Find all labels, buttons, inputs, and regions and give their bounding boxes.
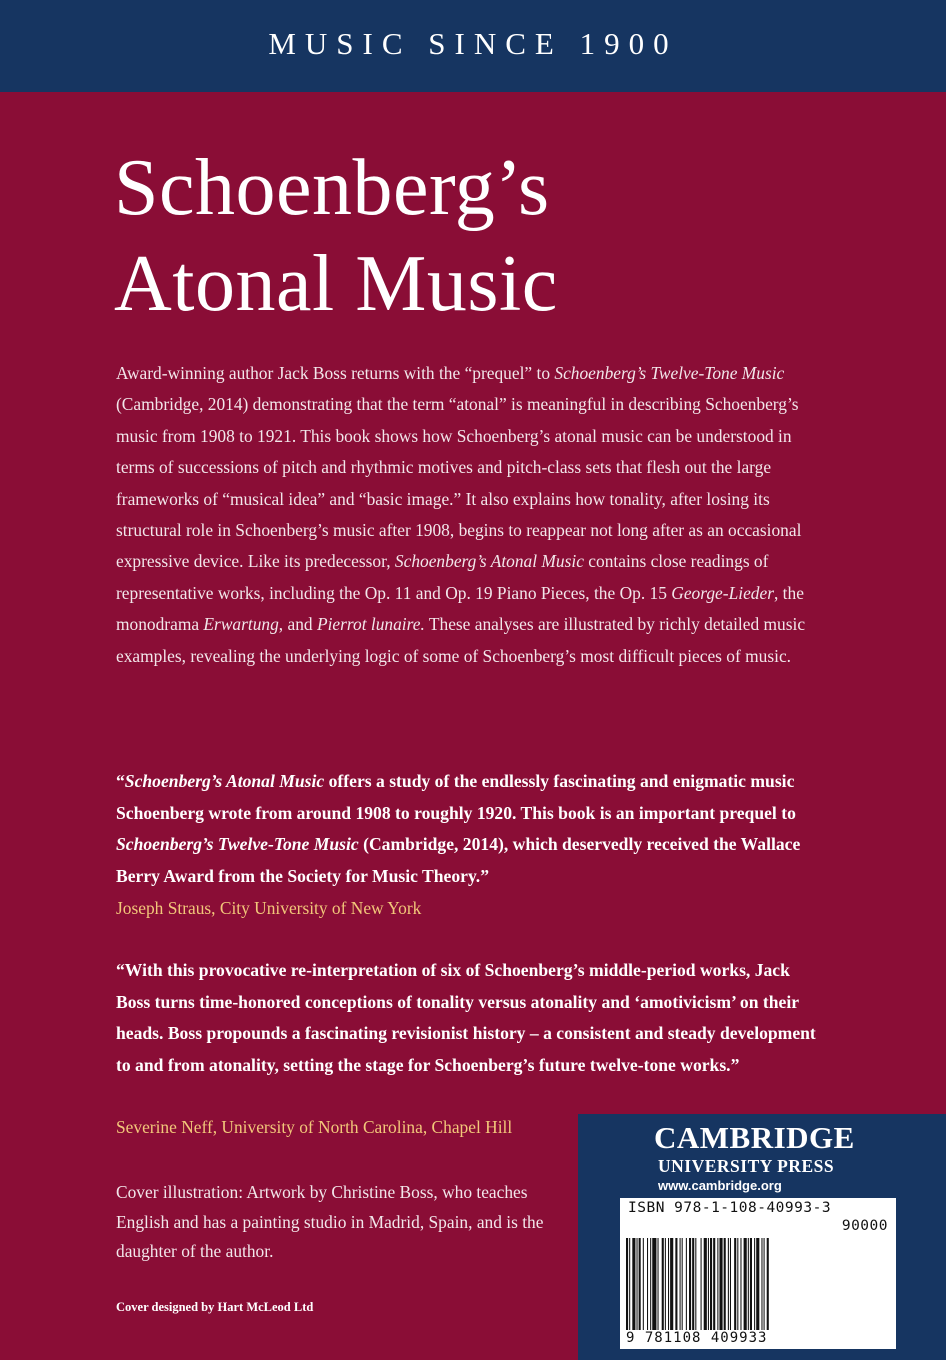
review-attribution-2: Severine Neff, University of North Carolina, Chapel Hill [116,1117,513,1137]
barcode-bar-31 [734,1238,736,1330]
barcode-bar-1 [629,1238,630,1330]
barcode-bar-27 [719,1238,722,1330]
barcode-bar-14 [675,1238,677,1330]
barcode-bar-20 [695,1238,696,1330]
ean-digits: 9 781108 409933 [626,1330,826,1346]
book-title [114,140,874,332]
blurb-emphasis: Schoenberg’s Twelve-Tone Music [554,363,785,383]
barcode-bar-32 [737,1238,738,1330]
barcode-bar-9 [658,1238,659,1330]
barcode-bar-12 [668,1238,669,1330]
blurb-text: These analyses are illustrated by richly detailed music examples, revealing the underlying logic of some of Schoenberg’s most difficult pieces of music. [116,614,806,666]
barcode-bar-19 [692,1238,694,1330]
barcode-bar-7 [650,1238,651,1330]
barcode-bar-30 [730,1238,731,1330]
barcode-bar-8 [652,1238,656,1330]
barcode-bar-16 [682,1238,683,1330]
barcode-bar-24 [710,1238,712,1330]
review-quote-1 [116,766,826,892]
blurb-text: (Cambridge, 2014) demonstrating that the term “atonal” is meaningful in describing Schoenberg’s music from 1908 to 1921. This book shows how Schoenberg’s atonal music can be understood in terms of successions of pitch and rhythmic motives and pitch-class sets that flesh out the large frameworks of “musical idea” and “basic image.” It also explains how tonality, after losing its structural role in Schoenberg’s music after 1908, begins to reappear not long after as an occasional expressive device. Like its predecessor, [116,394,802,572]
quote-text: (Cambridge, 2014), which deservedly received the Wallace Berry Award from the Society for Music Theory.” [116,834,801,886]
barcode-bar-11 [665,1238,666,1330]
barcode-bar-22 [704,1238,707,1330]
barcode-bar-4 [639,1238,641,1330]
quote-text: offers a study of the endlessly fascinating and enigmatic music Schoenberg wrote from around 1908 to roughly 1920. This book is an important prequel to [116,771,796,823]
blurb-emphasis: George-Lieder [671,582,774,603]
barcode-bar-39 [761,1238,762,1330]
barcode-bar-36 [750,1238,752,1330]
book-title-line2: Atonal Music [114,240,558,328]
barcode-bar-18 [689,1238,691,1330]
barcode-bar-38 [756,1238,759,1330]
barcode-bar-21 [701,1238,702,1330]
series-band [0,0,946,92]
barcode-bar-35 [748,1238,749,1330]
publisher-name: CAMBRIDGE [654,1120,855,1155]
barcode-bar-0 [626,1238,628,1330]
barcode-bar-13 [670,1238,673,1330]
publisher-subname: UNIVERSITY PRESS [658,1156,835,1176]
cover-designer-credit: Cover designed by Hart McLeod Ltd [116,1300,314,1314]
blurb-text: , the monodrama [116,582,804,635]
barcode-panel [620,1198,896,1349]
blurb-emphasis: Erwartung [203,614,279,635]
barcode-bar-6 [647,1238,648,1330]
barcode-bar-5 [643,1238,644,1330]
barcode-bar-29 [728,1238,729,1330]
barcode-bar-17 [686,1238,687,1330]
blurb-text: , and [278,614,317,635]
barcode-bar-10 [662,1238,664,1330]
book-description [116,358,821,672]
barcode-bar-2 [632,1238,635,1330]
blurb-text: Award-winning author Jack Boss returns with the “prequel” to [116,363,555,383]
barcode-bar-28 [724,1238,726,1330]
barcode-bar-33 [740,1238,741,1330]
book-title-line1: Schoenberg’s [114,144,550,232]
blurb-emphasis: Schoenberg’s Atonal Music [394,551,584,572]
barcode-bar-26 [717,1238,718,1330]
publisher-box [578,1114,946,1360]
series-title: MUSIC SINCE 1900 [268,26,678,61]
quote-emphasis: Schoenberg’s Twelve-Tone Music [116,834,359,854]
review-quote-2: “With this provocative re-interpretation of six of Schoenberg’s middle-period works, Jack Boss turns time-honored conceptions of tonality versus atonality and ‘amotivicism’ on their heads. Boss propounds a fascinating revisionist history – a consistent and steady development to and from atonality, setting the stage for Schoenberg’s future twelve-tone works.” [116,960,816,1075]
cover-illustration-credit: Cover illustration: Artwork by Christine Boss, who teaches English and has a painting studio in Madrid, Spain, and is the daughter of the author. [116,1182,544,1261]
barcode-bar-40 [764,1238,765,1330]
blurb-emphasis: Pierrot lunaire. [316,614,425,635]
barcode-bar-3 [637,1238,638,1330]
barcode-bars [626,1238,890,1330]
barcode-bar-41 [767,1238,769,1330]
barcode-bar-15 [680,1238,681,1330]
barcode-bar-37 [754,1238,755,1330]
price-code: 90000 [841,1218,888,1234]
barcode-bar-23 [708,1238,709,1330]
barcode-bar-25 [713,1238,715,1330]
quote-mark: “ [116,771,125,791]
review-attribution-1: Joseph Straus, City University of New York [116,898,422,918]
quote-emphasis: Schoenberg’s Atonal Music [124,771,325,791]
blurb-text: contains close readings of representative works, including the Op. 11 and Op. 19 Piano Pieces, the Op. 15 [116,551,769,603]
barcode-bar-34 [744,1238,747,1330]
isbn-number: ISBN 978-1-108-40993-3 [628,1200,832,1216]
publisher-url: www.cambridge.org [658,1178,782,1193]
